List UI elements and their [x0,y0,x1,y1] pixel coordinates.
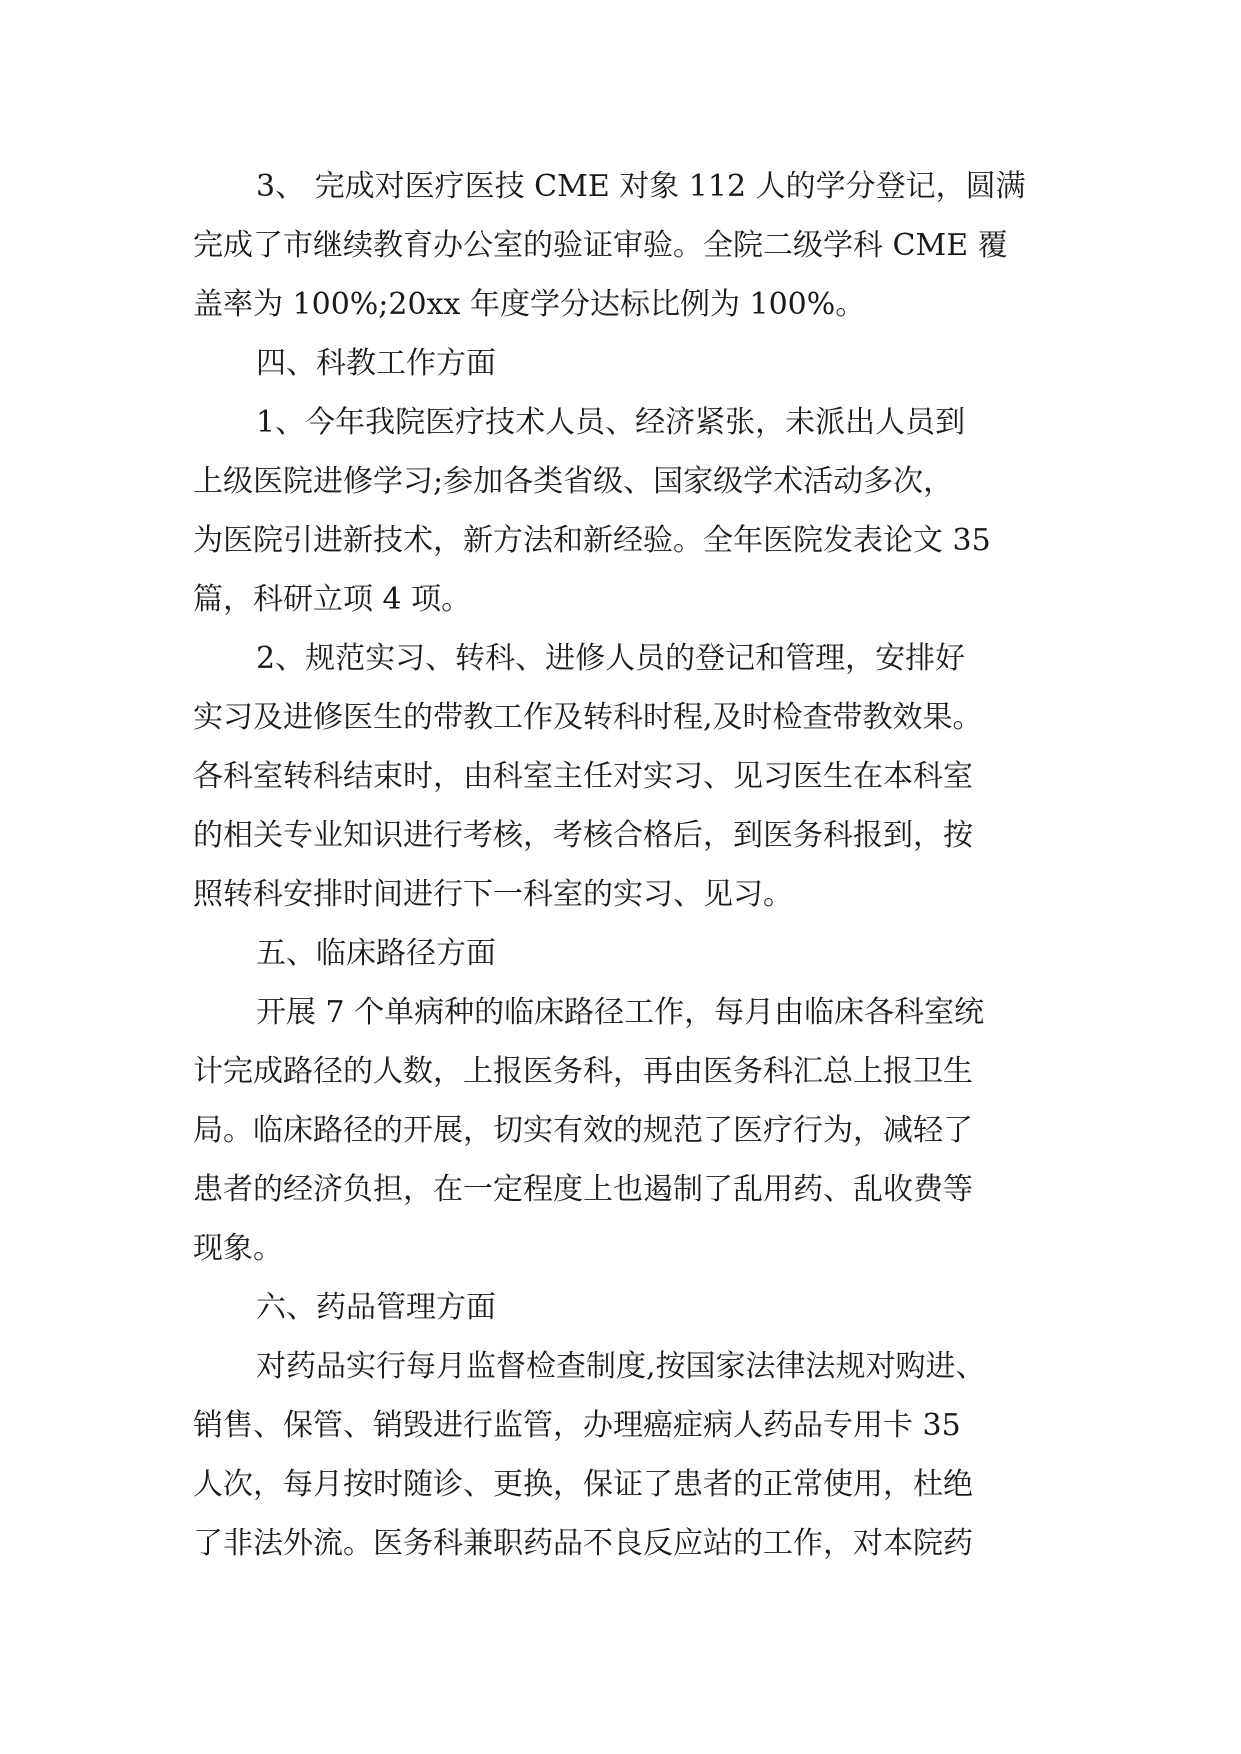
text-line: 实习及进修医生的带教工作及转科时程,及时检查带教效果。 [193,700,983,735]
text-line: 照转科安排时间进行下一科室的实习、见习。 [193,877,793,912]
text-line: 上级医院进修学习;参加各类省级、国家级学术活动多次， [193,464,954,499]
text-line: 1、今年我院医疗技术人员、经济紧张，未派出人员到 [256,405,966,440]
text-line: 2、规范实习、转科、进修人员的登记和管理，安排好 [256,641,966,676]
text-line: 3、 完成对医疗医技 CME 对象 112 人的学分登记，圆满 [256,169,1026,204]
text-line: 六、药品管理方面 [256,1290,496,1325]
text-line: 局。临床路径的开展，切实有效的规范了医疗行为，减轻了 [193,1113,973,1148]
text-line: 计完成路径的人数，上报医务科，再由医务科汇总上报卫生 [193,1054,973,1089]
text-line: 盖率为 100%;20xx 年度学分达标比例为 100%。 [193,287,866,322]
text-line: 为医院引进新技术，新方法和新经验。全年医院发表论文 35 [193,523,991,558]
text-line: 了非法外流。医务科兼职药品不良反应站的工作，对本院药 [193,1526,973,1561]
text-line: 的相关专业知识进行考核，考核合格后，到医务科报到，按 [193,818,973,853]
text-line: 完成了市继续教育办公室的验证审验。全院二级学科 CME 覆 [193,228,1008,263]
text-line: 篇，科研立项 4 项。 [193,582,472,617]
text-line: 四、科教工作方面 [256,346,496,381]
text-line: 五、临床路径方面 [256,936,496,971]
text-line: 患者的经济负担，在一定程度上也遏制了乱用药、乱收费等 [193,1172,973,1207]
text-line: 开展 7 个单病种的临床路径工作，每月由临床各科室统 [256,995,985,1030]
text-line: 各科室转科结束时，由科室主任对实习、见习医生在本科室 [193,759,973,794]
text-line: 人次，每月按时随诊、更换，保证了患者的正常使用，杜绝 [193,1467,973,1502]
document-body [193,157,1053,1573]
text-line: 销售、保管、销毁进行监管，办理癌症病人药品专用卡 35 [193,1408,961,1443]
text-line: 现象。 [193,1231,283,1266]
text-line: 对药品实行每月监督检查制度,按国家法律法规对购进、 [256,1349,986,1384]
